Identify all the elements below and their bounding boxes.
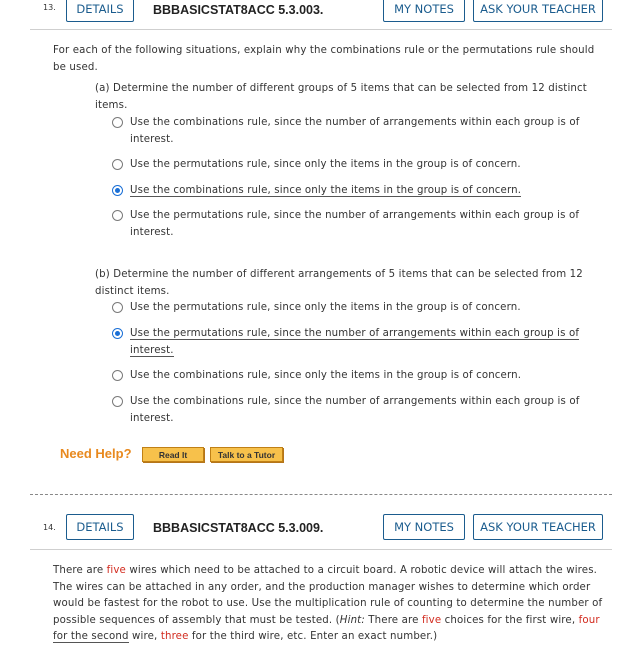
part-a-option-1[interactable]: [112, 114, 602, 148]
part-a-option-3-selected[interactable]: [112, 182, 602, 199]
question-code: BBBASICSTAT8ACC 5.3.009.: [153, 521, 324, 535]
question-13-header: [30, 0, 612, 38]
question-code: BBBASICSTAT8ACC 5.3.003.: [153, 3, 324, 17]
question-separator: [30, 494, 612, 495]
intro-line: For each of the following situations, explain why the combinations rule or the permutations rule should: [53, 45, 595, 56]
question-number: 13.: [43, 3, 56, 12]
radio-button[interactable]: [112, 302, 123, 313]
radio-button[interactable]: [112, 370, 123, 381]
prompt-line: (b) Determine the number of different arrangements of 5 items that can be selected from 12: [95, 269, 583, 280]
radio-button-selected[interactable]: [112, 185, 123, 196]
details-button[interactable]: DETAILS: [66, 0, 134, 22]
prompt-line: (a) Determine the number of different groups of 5 items that can be selected from 12 distinct: [95, 83, 587, 94]
option-text: interest.: [130, 413, 174, 424]
question-line: The wires can be attached in any order, and the production manager wishes to determine which order: [53, 581, 591, 593]
radio-button[interactable]: [112, 210, 123, 221]
question-line: There are five wires which need to be attached to a circuit board. A robotic device will attach the wires.: [53, 565, 598, 576]
prompt-line: distinct items.: [95, 286, 170, 297]
my-notes-button[interactable]: MY NOTES: [383, 514, 465, 540]
option-text: interest.: [130, 345, 174, 356]
part-a-prompt: [95, 80, 605, 114]
details-button[interactable]: DETAILS: [66, 514, 134, 540]
part-b-prompt: [95, 266, 605, 300]
ask-your-teacher-button[interactable]: ASK YOUR TEACHER: [473, 514, 603, 540]
question-14-text: [53, 563, 618, 646]
divider: [30, 549, 612, 550]
option-text: interest.: [130, 227, 174, 238]
highlight-number: five: [106, 565, 126, 576]
option-text: Use the permutations rule, since the number of arrangements within each group is of: [130, 210, 580, 221]
part-b-option-1[interactable]: [112, 299, 602, 316]
option-text: Use the combinations rule, since the number of arrangements within each group is of: [130, 117, 580, 128]
highlight-number: five: [421, 614, 442, 626]
option-text: interest.: [130, 134, 174, 145]
need-help-label: Need Help?: [60, 446, 132, 461]
question-number: 14.: [43, 523, 56, 532]
option-text: Use the combinations rule, since the number of arrangements within each group is of: [130, 396, 580, 407]
divider: [30, 29, 612, 30]
part-b-option-4[interactable]: [112, 393, 602, 427]
ask-your-teacher-button[interactable]: ASK YOUR TEACHER: [473, 0, 603, 22]
radio-button[interactable]: [112, 396, 123, 407]
talk-to-tutor-button[interactable]: Talk to a Tutor: [210, 447, 283, 462]
option-text: Use the permutations rule, since only the items in the group is of concern.: [130, 159, 521, 170]
option-text: Use the permutations rule, since only the items in the group is of concern.: [130, 302, 521, 313]
read-it-button[interactable]: Read It: [142, 447, 204, 462]
question-line: would be fastest for the robot to use. Use the multiplication rule of counting to determine the number of: [53, 598, 603, 609]
part-a-option-2[interactable]: [112, 156, 602, 173]
option-text: Use the combinations rule, since only the items in the group is of concern.: [130, 370, 522, 381]
radio-button[interactable]: [112, 159, 123, 170]
my-notes-button[interactable]: MY NOTES: [383, 0, 465, 22]
radio-button-selected[interactable]: [112, 328, 123, 339]
option-text: Use the combinations rule, since only the items in the group is of concern.: [130, 185, 522, 196]
question-line: possible sequences of assembly that must be tested. (Hint: There are five choices for the first wire, four: [53, 614, 600, 626]
radio-button[interactable]: [112, 117, 123, 128]
hint-label: Hint:: [339, 614, 365, 626]
part-b-option-2-selected[interactable]: [112, 325, 602, 359]
option-text: Use the permutations rule, since the number of arrangements within each group is of: [130, 328, 580, 339]
question-13-intro: [53, 42, 613, 76]
question-line: for the second wire, three for the third wire, etc. Enter an exact number.): [53, 631, 438, 642]
question-14-header: [30, 514, 612, 552]
intro-line: be used.: [53, 62, 98, 73]
prompt-line: items.: [95, 100, 128, 111]
highlight-number: four: [578, 614, 600, 626]
part-a-option-4[interactable]: [112, 207, 602, 241]
highlight-number: three: [160, 631, 189, 642]
underlined-text: for the second: [53, 631, 129, 642]
part-b-option-3[interactable]: [112, 367, 602, 384]
